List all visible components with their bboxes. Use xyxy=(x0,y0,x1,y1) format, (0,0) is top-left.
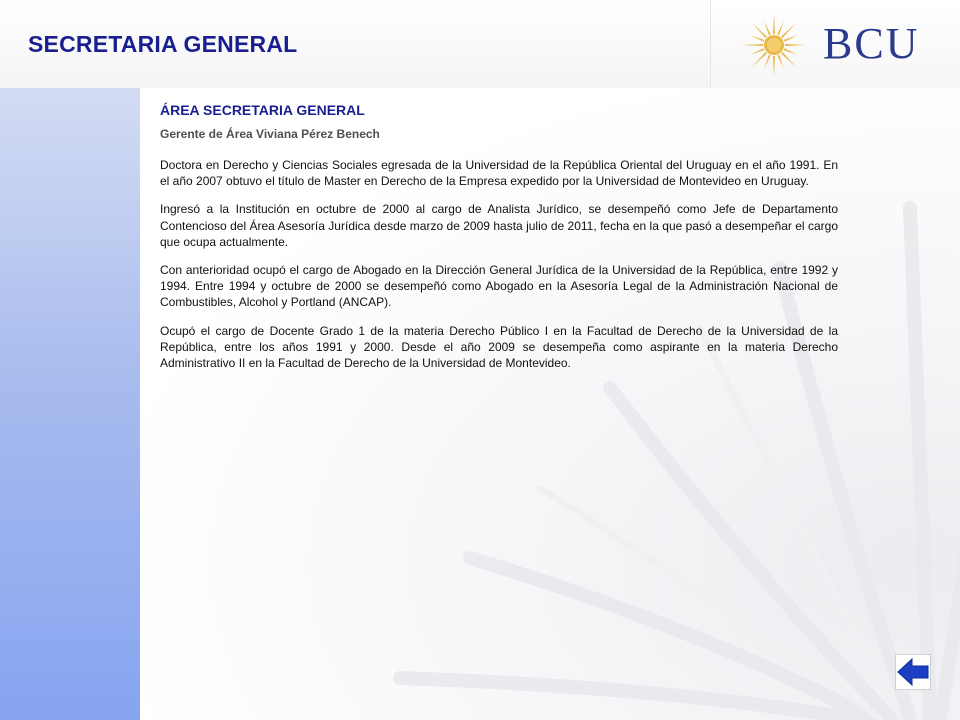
back-button[interactable] xyxy=(895,654,931,690)
bio-paragraph-4: Ocupó el cargo de Docente Grado 1 de la materia Derecho Público I en la Facultad de Derecho de la Universidad de la República, entre los años 1991 y 2000. Desde el año 2009 se desempeña como aspirante en la materia Derecho Administrativo II en la Facultad de Derecho de la Universidad de Montevideo. xyxy=(160,323,838,371)
sun-icon xyxy=(741,12,807,78)
sun-ray xyxy=(750,35,764,42)
sun-ray xyxy=(781,22,797,38)
sun-ray xyxy=(784,48,798,55)
main-content xyxy=(160,102,838,383)
sun-ray xyxy=(773,56,775,77)
bio-paragraph-1: Doctora en Derecho y Ciencias Sociales egresada de la Universidad de la República Oriental del Uruguay en el año 1991. En el año 2007 obtuvo el título de Master en Derecho de la Empresa expedido por la Universidad de Montevideo en Uruguay. xyxy=(160,158,838,189)
sidebar-gradient-bar xyxy=(0,88,140,720)
sun-ray xyxy=(785,44,806,46)
logo-text: BCU xyxy=(823,19,920,68)
sun-ray xyxy=(750,48,764,55)
sun-ray xyxy=(764,21,771,35)
page-title: SECRETARIA GENERAL xyxy=(28,31,298,57)
sun-ray xyxy=(773,13,775,34)
sun-ray xyxy=(777,21,784,35)
bio-paragraph-3: Con anterioridad ocupó el cargo de Abogado en la Dirección General Jurídica de la Universidad de la República, entre 1992 y 1994. Entre 1994 y octubre de 2000 se desempeñó como Abogado en la Asesoría Legal de la Administración Nacional de Combustibles, Alcohol y Portland (ANCAP). xyxy=(160,263,838,310)
sun-ray xyxy=(777,55,784,69)
sun-ray xyxy=(764,55,771,69)
sun-ray xyxy=(781,52,797,68)
bcu-logo xyxy=(710,0,960,88)
sun-ray xyxy=(751,52,767,68)
arrow-left-icon xyxy=(895,654,931,690)
area-title: ÁREA SECRETARIA GENERAL xyxy=(160,102,365,118)
header-bar xyxy=(0,0,960,88)
sun-ray xyxy=(742,44,763,46)
manager-name: Gerente de Área Viviana Pérez Benech xyxy=(160,127,380,141)
bio-paragraph-2: Ingresó a la Institución en octubre de 2000 al cargo de Analista Jurídico, se desempeñó como Jefe de Departamento Contencioso del Área Asesoría Jurídica desde marzo de 2009 hasta julio de 2011, fecha en la que pasó a desempeñar el cargo que ocupa actualmente. xyxy=(160,202,838,249)
sun-ray xyxy=(784,35,798,42)
sun-ray xyxy=(751,22,767,38)
